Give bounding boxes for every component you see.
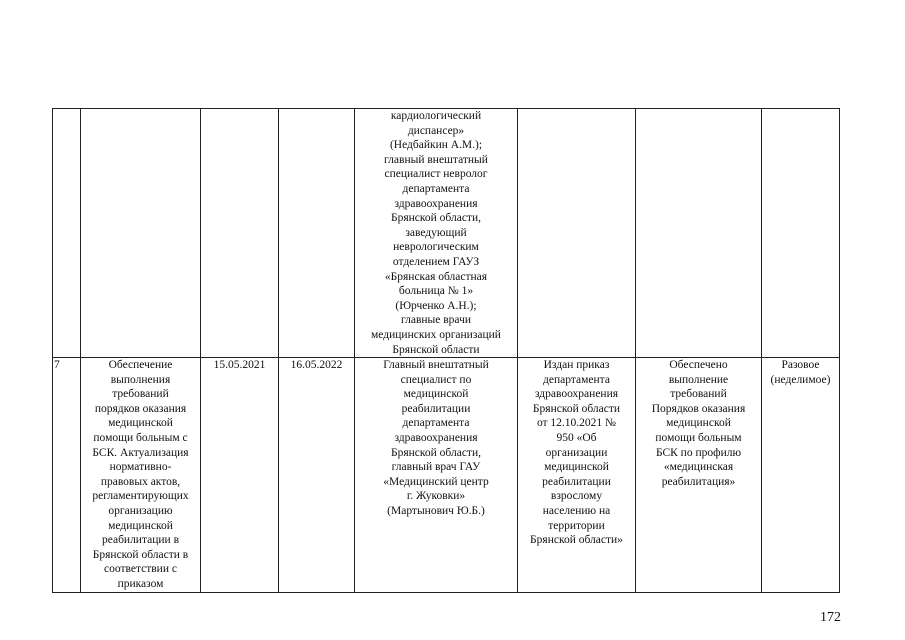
page-number: 172	[820, 610, 841, 625]
cell-num-empty	[53, 109, 81, 358]
document-table	[52, 108, 840, 593]
cell-responsible-continued: кардиологический диспансер» (Недбайкин А.М.); главный внештатный специалист невролог департамента здравоохранения Брянской области, заведующий неврологическим отделением ГАУЗ «Брянская областная больница № 1» (Юрченко А.Н.); главные врачи медицинских организаций Брянской области	[355, 109, 518, 358]
cell-start-date: 15.05.2021	[201, 358, 279, 593]
cell-indicator-empty	[636, 109, 762, 358]
cell-event-empty	[81, 109, 201, 358]
cell-type-empty	[762, 109, 840, 358]
cell-end-empty	[279, 109, 355, 358]
cell-end-date: 16.05.2022	[279, 358, 355, 593]
cell-result-empty	[518, 109, 636, 358]
table-row-7	[53, 358, 840, 593]
cell-event: Обеспечение выполнения требований порядков оказания медицинской помощи больным с БСК. Актуализация нормативно- правовых актов, регламентирующих организацию медицинской реабилитации в Брянской области в соответствии с приказом	[81, 358, 201, 593]
cell-start-empty	[201, 109, 279, 358]
table-row-continuation	[53, 109, 840, 358]
cell-type: Разовое (неделимое)	[762, 358, 840, 593]
cell-indicator: Обеспечено выполнение требований Порядков оказания медицинской помощи больным БСК по профилю «медицинская реабилитация»	[636, 358, 762, 593]
cell-responsible: Главный внештатный специалист по медицинской реабилитации департамента здравоохранения Брянской области, главный врач ГАУ «Медицинский центр г. Жуковки» (Мартынович Ю.Б.)	[355, 358, 518, 593]
cell-row-number: 7	[53, 358, 81, 593]
cell-result: Издан приказ департамента здравоохранения Брянской области от 12.10.2021 № 950 «Об организации медицинской реабилитации взрослому населению на территории Брянской области»	[518, 358, 636, 593]
